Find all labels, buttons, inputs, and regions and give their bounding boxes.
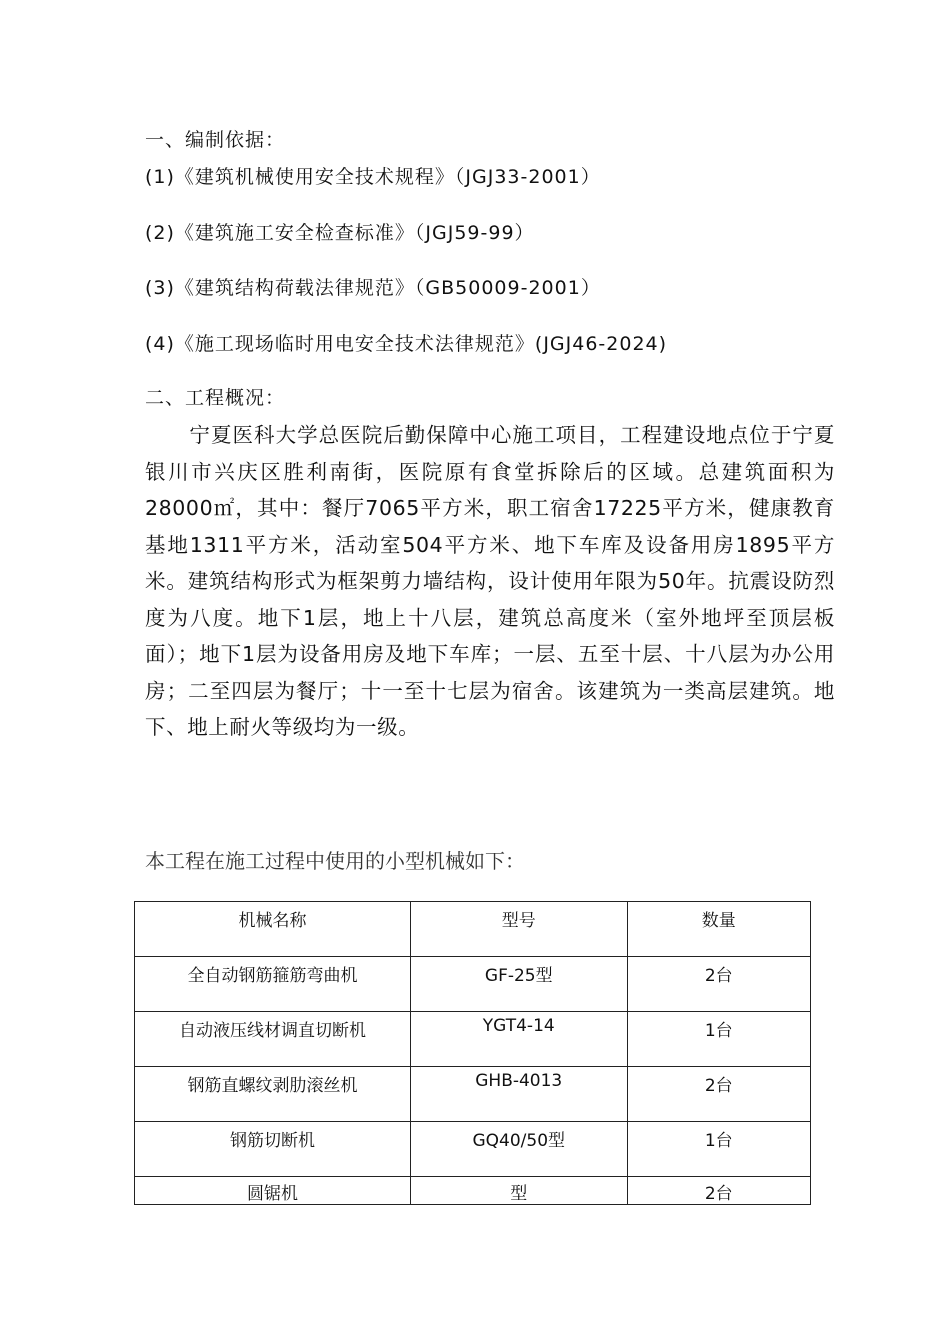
table-row <box>135 1177 811 1205</box>
cell-model: GHB-4013 <box>410 1067 627 1122</box>
cell-model: 型 <box>410 1177 627 1205</box>
header-model: 型号 <box>410 902 627 957</box>
cell-quantity: 2台 <box>627 957 810 1012</box>
cell-quantity: 1台 <box>627 1122 810 1177</box>
section1-heading: 一、编制依据： <box>145 129 286 151</box>
machines-table <box>134 901 811 1205</box>
header-machine-name: 机械名称 <box>135 902 411 957</box>
cell-quantity: 2台 <box>627 1067 810 1122</box>
table-row <box>135 1067 811 1122</box>
cell-machine-name: 全自动钢筋箍筋弯曲机 <box>135 957 411 1012</box>
table-header-row <box>135 902 811 957</box>
cell-quantity: 2台 <box>627 1177 810 1205</box>
project-overview-paragraph <box>145 417 835 746</box>
cell-machine-name: 钢筋切断机 <box>135 1122 411 1177</box>
table-row <box>135 1122 811 1177</box>
reference-item-2: (2)《建筑施工安全检查标准》（JGJ59-99） <box>145 222 535 244</box>
cell-machine-name: 钢筋直螺纹剥肋滚丝机 <box>135 1067 411 1122</box>
machines-intro: 本工程在施工过程中使用的小型机械如下： <box>145 849 525 873</box>
header-quantity: 数量 <box>627 902 810 957</box>
cell-model: GF-25型 <box>410 957 627 1012</box>
cell-quantity: 1台 <box>627 1012 810 1067</box>
cell-model: YGT4-14 <box>410 1012 627 1067</box>
reference-item-1: (1)《建筑机械使用安全技术规程》（JGJ33-2001） <box>145 166 601 188</box>
cell-machine-name: 自动液压线材调直切断机 <box>135 1012 411 1067</box>
project-overview-text: 宁夏医科大学总医院后勤保障中心施工项目，工程建设地点位于宁夏银川市兴庆区胜利南街，医院原有食堂拆除后的区域。总建筑面积为28000㎡，其中：餐厅7065平方米，职工宿舍17225平方米，健康教育基地1311平方米，活动室504平方米、地下车库及设备用房1895平方米。建筑结构形式为框架剪力墙结构，设计使用年限为50年。抗震设防烈度为八度。地下1层，地上十八层，建筑总高度米（室外地坪至顶层板面）；地下1层为设备用房及地下车库；一层、五至十层、十八层为办公用房；二至四层为餐厅；十一至十七层为宿舍。该建筑为一类高层建筑。地下、地上耐火等级均为一级。 <box>145 423 835 739</box>
cell-machine-name: 圆锯机 <box>135 1177 411 1205</box>
reference-item-3: (3)《建筑结构荷载法律规范》（GB50009-2001） <box>145 277 601 299</box>
table-row <box>135 957 811 1012</box>
reference-item-4: (4)《施工现场临时用电安全技术法律规范》(JGJ46-2024) <box>145 333 668 355</box>
table-row <box>135 1012 811 1067</box>
cell-model: GQ40/50型 <box>410 1122 627 1177</box>
section2-heading: 二、工程概况： <box>145 387 286 409</box>
